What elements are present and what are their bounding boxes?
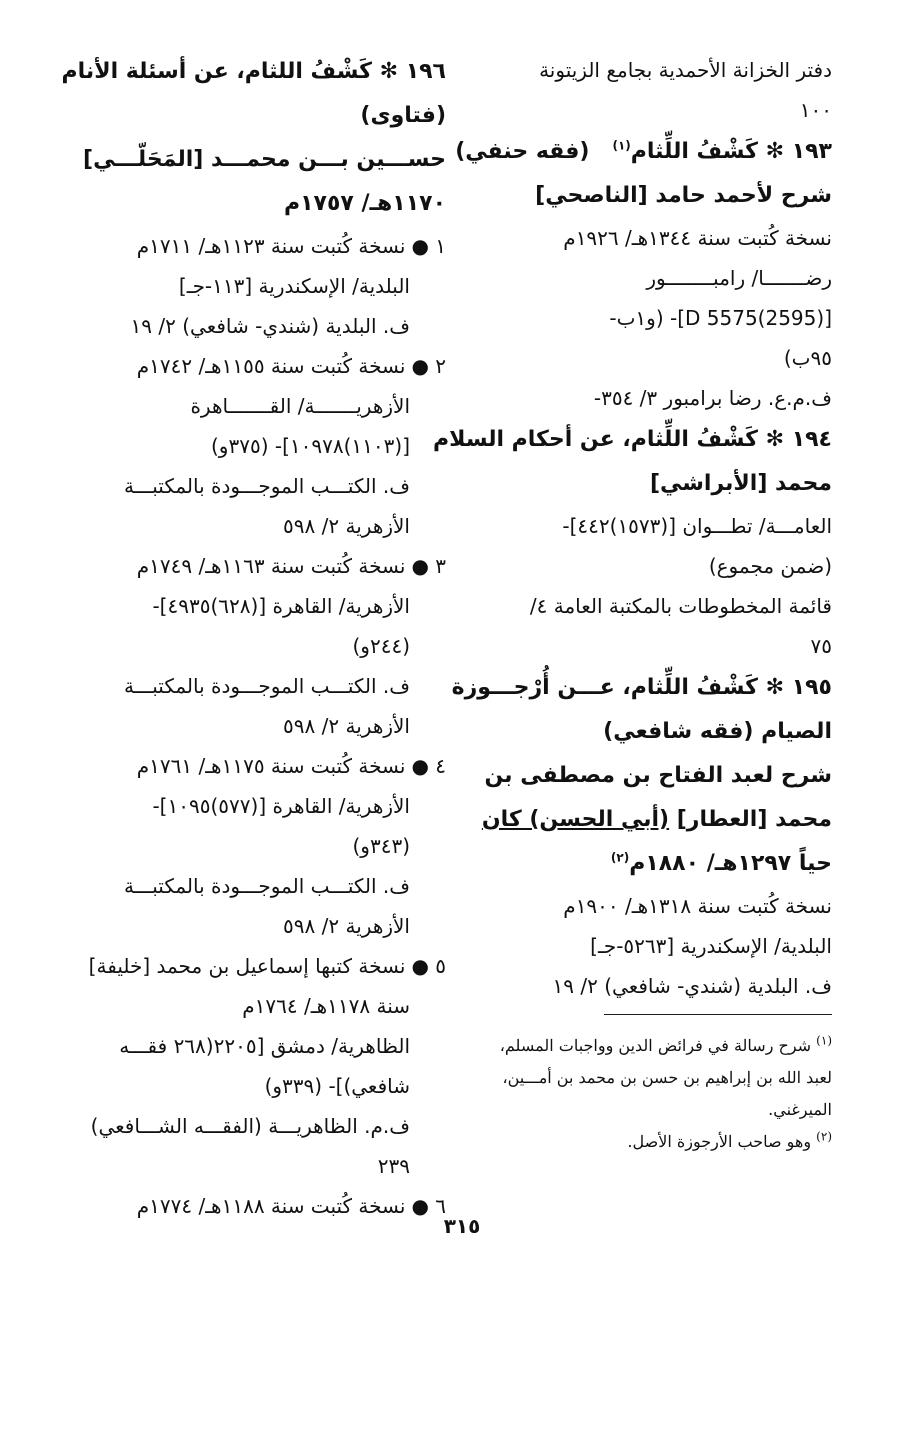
text-line: البلدية/ الإسكندرية [٥٢٦٣-جـ] (590, 934, 832, 958)
text-line: ف.م.ع. رضا برامبور ٣/ ٣٥٤- (593, 386, 832, 410)
entry-195-author: شرح لعبد الفتاح بن مصطفى بن (484, 763, 832, 788)
copy-line: الأزهرية ٢/ ٥٩٨ (283, 514, 410, 538)
copy-text: نسخة كُتبت سنة ١١٧٥هـ/ ١٧٦١م (136, 754, 406, 778)
copy-line: الأزهرية ٢/ ٥٩٨ (283, 914, 410, 938)
copy-line: (٣٤٣و) (352, 834, 410, 858)
copy-line: الظاهرية/ دمشق [٢٢٠٥(٢٦٨ فقـــه (119, 1034, 410, 1058)
copy-line: ف. الكتـــب الموجـــودة بالمكتبـــة (123, 674, 410, 698)
footnote-marker: (١) (612, 138, 631, 153)
text-line: نسخة كُتبت سنة ١٣١٨هـ/ ١٩٠٠م (563, 894, 832, 918)
entry-193-heading (455, 130, 832, 174)
copy-line: الأزهرية/ القاهرة [(٥٧٧)١٠٩٥]- (152, 794, 410, 818)
copy-marker: ٣ ● (411, 554, 446, 578)
entry-title: ١٩٣ ✻ كَشْفُ اللِّثام (630, 139, 832, 164)
copy-text: نسخة كُتبت سنة ١١٦٣هـ/ ١٧٤٩م (136, 554, 406, 578)
right-column (433, 50, 832, 1006)
footnote-number: (١) (816, 1033, 832, 1048)
footnote-number: (٢) (816, 1129, 832, 1144)
footnote-text: لعبد الله بن إبراهيم بن حسن بن محمد بن أمـــين، (502, 1068, 832, 1087)
copy-text: نسخة كُتبت سنة ١١٨٨هـ/ ١٧٧٤م (136, 1194, 406, 1218)
entry-195-author (481, 798, 832, 842)
copy-line: الأزهرية/ القاهرة [(٦٢٨)٤٩٣٥]- (152, 594, 410, 618)
text-line: [D 5575(2595)]- (و١ب- (609, 306, 832, 330)
text-line: نسخة كُتبت سنة ١٣٤٤هـ/ ١٩٢٦م (563, 226, 832, 250)
copy-line (91, 546, 446, 586)
copy-marker: ٦ ● (411, 1194, 446, 1218)
copy-line: شافعي)]- (٣٣٩و) (264, 1074, 410, 1098)
copy-marker: ٤ ● (411, 754, 446, 778)
footnote-text: شرح رسالة في فرائض الدين وواجبات المسلم، (499, 1036, 812, 1055)
copy-line: (٢٤٤و) (352, 634, 410, 658)
footnote-separator (604, 1014, 832, 1015)
copy-marker: ٢ ● (411, 354, 446, 378)
copy-line: سنة ١١٧٨هـ/ ١٧٦٤م (242, 994, 410, 1018)
entry-195-subheading: الصيام (فقه شافعي) (603, 719, 832, 744)
text-line: (ضمن مجموع) (708, 554, 832, 578)
copy-line: ف. الكتـــب الموجـــودة بالمكتبـــة (123, 874, 410, 898)
copy-text: نسخة كتبها إسماعيل بن محمد [خليفة] (88, 954, 406, 978)
copy-line: ف. البلدية (شندي- شافعي) ٢/ ١٩ (130, 314, 410, 338)
footnote-marker: (٢) (610, 850, 630, 865)
copy-line: الأزهريـــــــة/ القـــــــاهرة (190, 394, 410, 418)
text-line: ف. البلدية (شندي- شافعي) ٢/ ١٩ (552, 974, 832, 998)
left-column (61, 50, 446, 1226)
footnote-text: الميرغني. (768, 1100, 832, 1119)
author-name: محمد [العطار] (669, 807, 832, 832)
entry-193-author: شرح لأحمد حامد [الناصحي] (535, 183, 832, 208)
entry-195-author-dates (487, 842, 832, 886)
entry-196-subheading: (فتاوى) (360, 103, 446, 128)
text-line: العامـــة/ تطـــوان [(١٥٧٣)٤٤٢]- (562, 514, 832, 538)
text-line: قائمة المخطوطات بالمكتبة العامة ٤/ (529, 594, 832, 618)
copy-marker: ١ ● (411, 234, 446, 258)
copy-line: ٢٣٩ (377, 1154, 410, 1178)
copy-line (88, 946, 446, 986)
text-line: رضـــــــا/ رامبــــــــور (646, 266, 832, 290)
author-dates: حياً ١٢٩٧هـ/ ١٨٨٠م (629, 851, 832, 876)
text-line: ١٠٠ (799, 98, 832, 122)
author-kunya: (أبي الحسن) كان (481, 807, 670, 832)
copy-line: ف. الكتـــب الموجـــودة بالمكتبـــة (123, 474, 410, 498)
footnote-text: وهو صاحب الأرجوزة الأصل. (627, 1132, 812, 1151)
copy-line: ف.م. الظاهريـــة (الفقـــه الشـــافعي) (90, 1114, 410, 1138)
entry-194-heading: ١٩٤ ✻ كَشْفُ اللِّثام، عن أحكام السلام (433, 427, 832, 452)
copy-line: البلدية/ الإسكندرية [١١٣-جـ] (178, 274, 410, 298)
entry-196-heading: ١٩٦ ✻ كَشْفُ اللثام، عن أسئلة الأنام (61, 59, 446, 84)
copy-marker: ٥ ● (411, 954, 446, 978)
footnotes (487, 1030, 832, 1158)
entry-196-author-dates: ١١٧٠هـ/ ١٧٥٧م (283, 191, 446, 216)
copy-line: الأزهرية ٢/ ٥٩٨ (283, 714, 410, 738)
copy-text: نسخة كُتبت سنة ١١٢٣هـ/ ١٧١١م (136, 234, 406, 258)
entry-genre: (فقه حنفي) (455, 139, 590, 164)
entry-195-heading: ١٩٥ ✻ كَشْفُ اللِّثام، عـــن أُرْجـــوزة (451, 675, 832, 700)
page-number: ٣١٥ (443, 1214, 481, 1238)
copy-line (91, 346, 446, 386)
footnote-2 (487, 1126, 832, 1158)
entry-194-author: محمد [الأبراشي] (649, 471, 832, 496)
text-line: ٩٥ب) (783, 346, 832, 370)
copy-line: [(١١٠٣)١٠٩٧٨]- (٣٧٥و) (211, 434, 410, 458)
copy-line (91, 746, 446, 786)
text-line: ٧٥ (810, 634, 832, 658)
copy-text: نسخة كُتبت سنة ١١٥٥هـ/ ١٧٤٢م (136, 354, 406, 378)
footnote-1 (487, 1030, 832, 1062)
entry-196-author: حســـين بـــن محمـــد [المَحَلّـــي] (83, 147, 446, 172)
text-line: دفتر الخزانة الأحمدية بجامع الزيتونة (539, 58, 832, 82)
copy-line (91, 226, 446, 266)
